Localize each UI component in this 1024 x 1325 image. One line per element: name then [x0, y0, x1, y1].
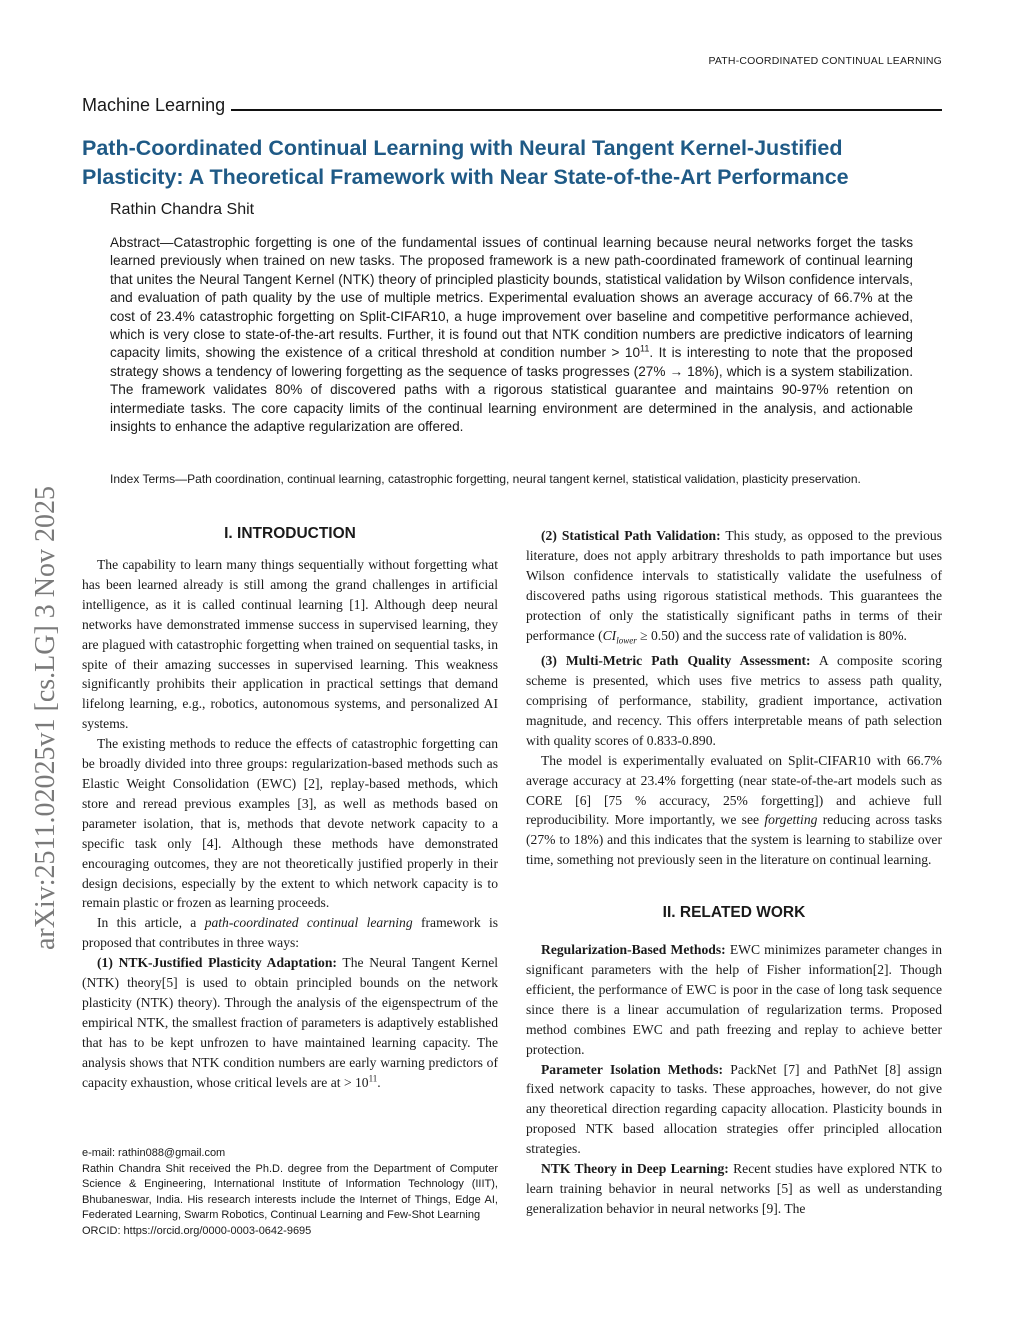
- running-head: PATH-COORDINATED CONTINUAL LEARNING: [708, 55, 942, 67]
- intro-paragraph-2: The existing methods to reduce the effects of catastrophic forgetting can be broadly divided into three groups: regularization-based methods such as Elastic Weight Consolidation (EWC) [2], replay-based methods, which store and reread previous examples [3], as well as methods based on parameter isolation, that is, methods that devote network capacity to a specific task only [4]. Although these methods have demonstrated encouraging outcomes, they are not theoretically justified properly in their design decisions, especially by the extent to which network capacity is to remain plastic or frozen as learning proceeds.: [82, 736, 498, 911]
- contribution-1-text: The Neural Tangent Kernel (NTK) theory[5] is used to obtain principled bounds on the network plasticity (NTK) theory). Through the analysis of the eigenspectrum of the empirical NTK, the smallest fraction of parameters is adaptively established that has to be kept unfrozen to have maintained learning capacity. The analysis shows that NTK condition numbers are early warning predictors of capacity exhaustion, whose critical levels are at > 10: [82, 955, 498, 1090]
- abstract-text-1: Abstract—Catastrophic forgetting is one of the fundamental issues of continual learning because neural networks forget the tasks learned previously when trained on new tasks. The proposed framework is a new path-coordinated framework of continual learning that unites the Neural Tangent Kernel (NTK) theory of principled plasticity bounds, statistical validation by Wilson confidence intervals, and evaluation of path quality by the use of multiple metrics. Experimental evaluation shows an average accuracy of 66.7% at the cost of 23.4% catastrophic forgetting on Split-CIFAR10, a huge improvement over baseline and competitive performance achieved, which is very close to state-of-the-art results. Further, it is found out that NTK condition numbers are predictive indicators of learning capacity limits, showing the existence of a critical threshold at condition number > 10: [110, 235, 913, 361]
- abstract-sup: 11: [640, 343, 650, 354]
- intro-p3-emphasis: path-coordinated continual learning: [204, 915, 413, 931]
- contribution-2-label: (2) Statistical Path Validation:: [541, 528, 721, 543]
- abstract: [110, 234, 913, 436]
- intro-p4-pre: The model is experimentally evaluated on Split-CIFAR10 with 66.7% average accuracy at 23.4% forgetting (near state-of-the-art models such as CORE [6] [75 % accuracy, 25% forgetting]) and achieve full reproducibility. More importantly, we see: [526, 752, 942, 828]
- related-isolation: [526, 1060, 942, 1160]
- author-orcid: ORCID: https://orcid.org/0000-0003-0642-9695: [82, 1224, 312, 1237]
- intro-p4-post: reducing across tasks (27% to 18%) and this indicates that the system is learning to stabilize over time, something not previously seen in the literature on continual learning.: [526, 812, 942, 868]
- intro-paragraph-3: [82, 913, 498, 953]
- contribution-2: [526, 526, 942, 651]
- ci-threshold: ≥ 0.50: [636, 627, 675, 643]
- intro-paragraph-1: The capability to learn many things sequentially without forgetting what has been learned already is still among the grand challenges in artificial intelligence, as it is called continual learning [1]. Although deep neural networks have demonstrated immense success in supervised learning, they are plagued with catastrophic forgetting when trained on sequential tasks, in spite of their amazing successes in supervised learning. This weakness significantly prohibits their application in practical settings that demand lifelong learning, e.g., robotics, autonomous systems, and personalized AI systems.: [82, 557, 498, 732]
- contribution-2-text: This study, as opposed to the previous literature, does not apply arbitrary thresholds to path importance but uses Wilson confidence intervals to statistically validate the usefulness of discovered paths using rigorous statistical methods. This guarantees the protection of only the statistically significant paths in terms of their performance (: [526, 528, 942, 643]
- category-row: [82, 93, 942, 115]
- author-footnote: [82, 1146, 498, 1240]
- arxiv-stamp: arXiv:2511.02025v1 [cs.LG] 3 Nov 2025: [30, 485, 61, 950]
- ci-subscript: lower: [616, 635, 637, 646]
- contribution-1: [82, 953, 498, 1092]
- category-rule: [231, 109, 942, 111]
- contribution-1-sup: 11: [368, 1073, 378, 1084]
- author-name: Rathin Chandra Shit: [110, 201, 255, 218]
- related-ntk-label: NTK Theory in Deep Learning:: [541, 1161, 729, 1177]
- paper-title: [82, 134, 952, 192]
- contribution-3-label: (3) Multi-Metric Path Quality Assessment:: [541, 653, 811, 669]
- related-isolation-label: Parameter Isolation Methods:: [541, 1061, 723, 1077]
- related-work-heading: II. RELATED WORK: [662, 904, 806, 922]
- intro-p3-post: framework is proposed that contributes in three ways:: [82, 915, 499, 951]
- related-isolation-text: PackNet [7] and PathNet [8] assign fixed network capacity to tasks. These approaches, however, do not give any theoretical direction regarding capacity allocation. Plasticity bounds in proposed NTK based allocation strategies offer principled allocation strategies.: [526, 1061, 942, 1157]
- related-ntk-text: Recent studies have explored NTK to learn training behavior in neural networks [5] as well as understanding generalization behavior in neural networks [9]. The: [526, 1161, 942, 1216]
- contribution-3-text: A composite scoring scheme is presented, which uses five metrics to assess path quality, comprising of performance, stability, gradient importance, activation magnitude, and recency. This offers interpretable means of path selection with quality scores of 0.833-0.890.: [526, 653, 943, 748]
- contribution-1-label: (1) NTK-Justified Plasticity Adaptation:: [97, 955, 337, 971]
- related-ntk: [526, 1159, 942, 1219]
- related-regularization-text: EWC minimizes parameter changes in significant parameters with the help of Fisher information[2]. Though efficient, the performance of EWC is poor in the case of long task sequence since there is a linear accumulation of regularization terms. Proposed method combines EWC and path freezing and replay to achieve better protection.: [526, 942, 942, 1057]
- contribution-1-end: .: [377, 1074, 381, 1090]
- category-label: Machine Learning: [82, 95, 226, 115]
- index-terms: Index Terms—Path coordination, continual learning, catastrophic forgetting, neural tangent kernel, statistical validation, plasticity preservation.: [110, 472, 861, 486]
- intro-heading: I. INTRODUCTION: [224, 525, 356, 542]
- contribution-3: [526, 651, 942, 751]
- title-line-2: Plasticity: A Theoretical Framework with Near State-of-the-Art Performance: [82, 165, 849, 189]
- intro-p4-emphasis: forgetting: [764, 812, 818, 828]
- right-column: [526, 526, 942, 1219]
- abstract-text-2: . It is interesting to note that the proposed strategy shows a tendency of lowering forgetting as the sequence of tasks progresses (27% → 18%), which is a system stabilization. The framework validates 80% of discovered paths with a rigorous statistical guarantee and maintains 90-97% retention on intermediate tasks. The core capacity limits of the continual learning environment are determined in the analysis, and actionable insights to enhance the adaptive regularization are offered.: [110, 345, 913, 435]
- related-regularization-label: Regularization-Based Methods:: [541, 942, 726, 958]
- ci-symbol: CI: [602, 627, 617, 643]
- related-regularization: [526, 940, 942, 1059]
- left-column: [82, 524, 498, 1092]
- contribution-2-end: ) and the success rate of validation is 80%.: [674, 627, 907, 643]
- title-line-1: Path-Coordinated Continual Learning with Neural Tangent Kernel-Justified: [82, 136, 843, 160]
- intro-p3-pre: In this article, a: [97, 915, 205, 931]
- intro-paragraph-4: [526, 751, 942, 870]
- author-bio: Rathin Chandra Shit received the Ph.D. degree from the Department of Computer Science & Engineering, International Institute of Information Technology (IIIT), Bhubaneswar, India. His research interests include the Internet of Things, Edge AI, Federated Learning, Swarm Robotics, Continual Learning and Few-Shot Learning: [82, 1162, 498, 1222]
- author-email: e-mail: rathin088@gmail.com: [82, 1147, 226, 1159]
